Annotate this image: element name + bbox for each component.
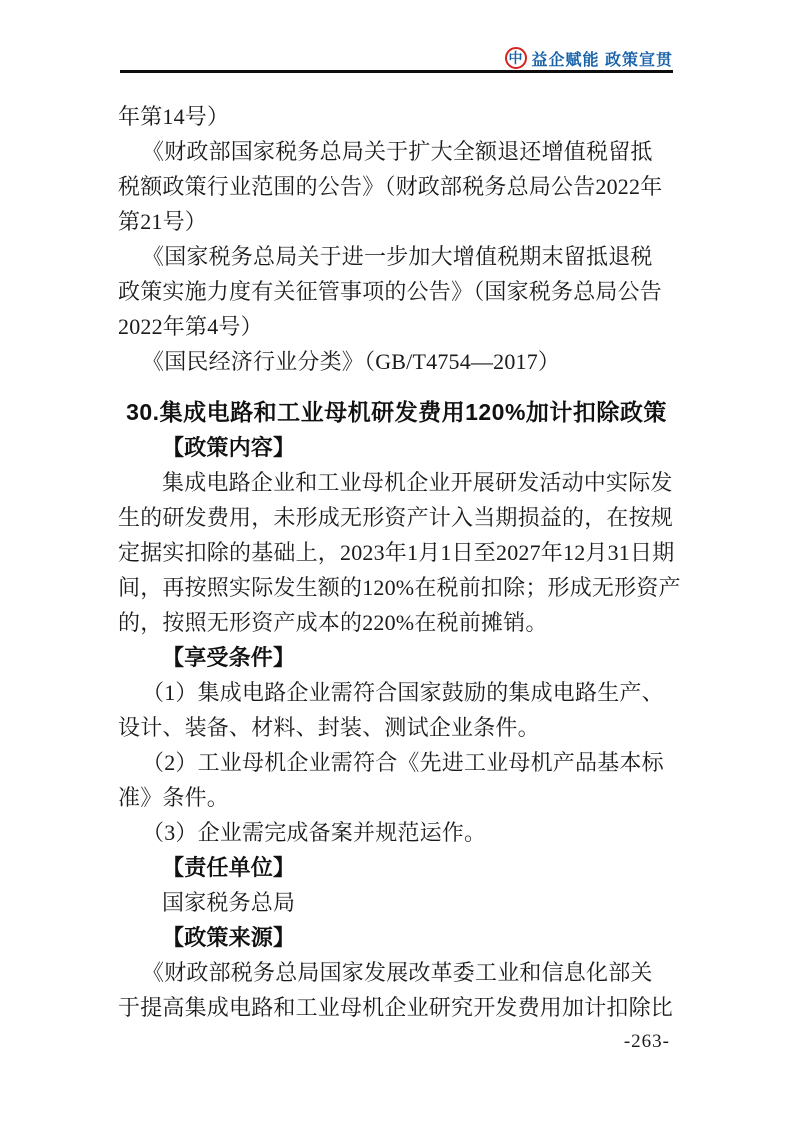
intro-line: 政策实施力度有关征管事项的公告》（国家税务总局公告 xyxy=(118,279,663,304)
body-line: （1）集成电路企业需符合国家鼓励的集成电路生产、 xyxy=(142,680,664,705)
body-line: 集成电路企业和工业母机企业开展研发活动中实际发 xyxy=(162,470,673,495)
intro-line: 第21号） xyxy=(118,209,208,234)
block-label-policy-content: 【政策内容】 xyxy=(162,435,296,460)
brand-logo-glyph: 中 xyxy=(508,50,523,66)
intro-line: 《财政部国家税务总局关于扩大全额退还增值税留抵 xyxy=(142,139,653,164)
block-label-eligibility: 【享受条件】 xyxy=(162,645,296,670)
intro-line: 年第14号） xyxy=(118,104,230,129)
body-line: （3）企业需完成备案并规范运作。 xyxy=(142,820,487,845)
page-header xyxy=(120,46,673,70)
intro-line: 税额政策行业范围的公告》（财政部税务总局公告2022年 xyxy=(118,174,663,199)
body-line: 生的研发费用，未形成无形资产计入当期损益的，在按规 xyxy=(118,505,674,530)
section-title: 30.集成电路和工业母机研发费用120%加计扣除政策 xyxy=(126,399,667,425)
body-line: 于提高集成电路和工业母机企业研究开发费用加计扣除比 xyxy=(118,995,674,1020)
body-line: （2）工业母机企业需符合《先进工业母机产品基本标 xyxy=(142,750,664,775)
brand-logo-icon xyxy=(505,47,527,69)
body-line: 的，按照无形资产成本的220%在税前摊销。 xyxy=(118,610,548,635)
body-line: 定据实扣除的基础上，2023年1月1日至2027年12月31日期 xyxy=(118,540,675,565)
body-line: 《财政部税务总局国家发展改革委工业和信息化部关 xyxy=(142,960,653,985)
document-body xyxy=(118,99,681,1025)
header-rule xyxy=(120,70,673,73)
intro-line: 2022年第4号） xyxy=(118,314,263,339)
intro-line: 《国民经济行业分类》（GB/T4754—2017） xyxy=(142,349,561,374)
body-line: 国家税务总局 xyxy=(162,890,296,915)
page-number: -263- xyxy=(623,1031,670,1052)
body-line: 间，再按照实际发生额的120%在税前扣除；形成无形资产 xyxy=(118,575,681,600)
brand-slogan: 益企赋能 政策宣贯 xyxy=(531,51,673,69)
block-label-responsible-unit: 【责任单位】 xyxy=(162,855,296,880)
intro-line: 《国家税务总局关于进一步加大增值税期末留抵退税 xyxy=(142,244,653,269)
body-line: 准》条件。 xyxy=(118,785,230,810)
block-label-policy-source: 【政策来源】 xyxy=(162,925,296,950)
body-line: 设计、装备、材料、封装、测试企业条件。 xyxy=(118,715,540,740)
